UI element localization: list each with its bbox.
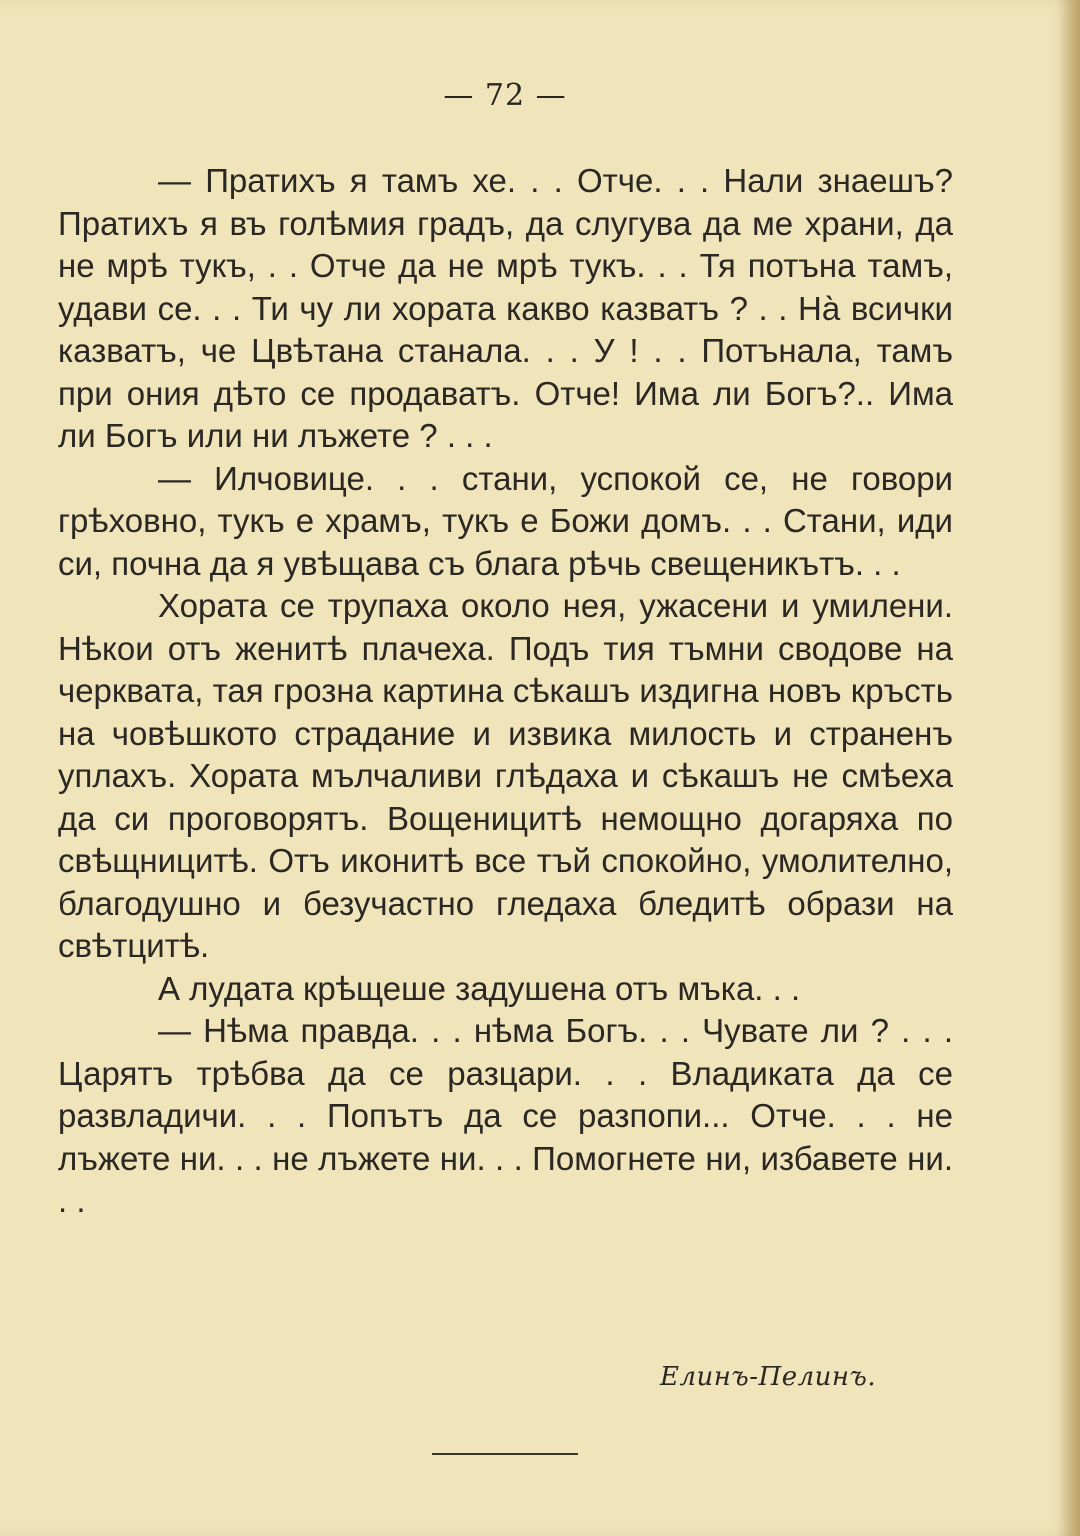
paragraph-2: — Илчовице. . . стани, успокой се, не говори грѣховно, тукъ е храмъ, тукъ е Божи домъ. . . Стани, иди си, почна да я увѣщава съ блага рѣчь свещеникътъ. . . bbox=[58, 459, 953, 582]
author-signature: Елинъ-Пелинъ. bbox=[660, 1362, 877, 1392]
paragraph-5: — Нѣма правда. . . нѣма Богъ. . . Чувате ли ? . . . Царятъ трѣбва да се разцари. . . Владиката да се развладичи. . . Попътъ да се разпопи... Отче. . . не лъжете ни. . . не лъжете ни. . . Помогнете ни, избавете ни. . . bbox=[58, 1012, 953, 1219]
paragraph-1: — Пратихъ я тамъ хе. . . Отче. . . Нали знаешъ? Пратихъ я въ голѣмия градъ, да слугува да ме храни, да не мрѣ тукъ, . . Отче да не мрѣ тукъ. . . Тя потъна тамъ, удави се. . . Ти чу ли хората какво казватъ ? . . На̀ всички казватъ, че Цвѣтана станала. . . У ! . . Потънала, тамъ при ония дѣто се продаватъ. Отче! Има ли Богъ?.. Има ли Богъ или ни лъжете ? . . . bbox=[58, 162, 953, 454]
paragraph-4: А лудата крѣщеше задушена отъ мъка. . . bbox=[158, 969, 801, 1007]
page-edge-shadow bbox=[1058, 0, 1080, 1536]
body-text bbox=[58, 160, 953, 1223]
end-rule-divider bbox=[432, 1453, 578, 1455]
paragraph-3: Хората се трупаха около нея, ужасени и умилени. Нѣкои отъ женитѣ плачеха. Подъ тия тъмни сводове на черквата, тая грозна картина сѣкашъ издигна новъ кръсть на човѣшкото страдание и извика милость и страненъ уплахъ. Хората мълчаливи глѣдаха и сѣкашъ не смѣеха да си проговорятъ. Вощеницитѣ немощно догаряха по свѣщницитѣ. Отъ иконитѣ все тъй спокойно, умолително, благодушно и безучастно гледаха бледитѣ образи на свѣтцитѣ. bbox=[58, 587, 953, 964]
page-number: — 72 — bbox=[443, 78, 567, 113]
